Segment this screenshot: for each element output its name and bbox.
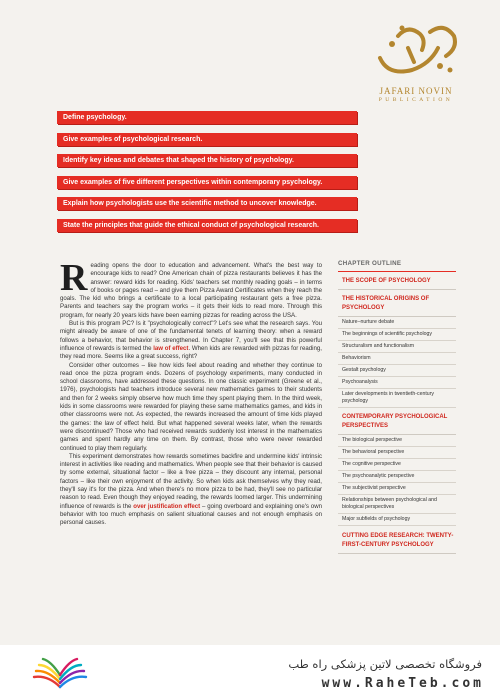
paragraph: But is this program PC? Is it "psychologically correct"? Let's see what the research says. You might already be aware of one of the fundamental tenets of learning theory: when a reward follows a behavior, that behavior is strengthened. In Chapter 7, you'll see that this powerful influence of rewards is termed the law of effect. When kids are rewarded with pizzas for reading, they read more. Seems like a great success, right? xyxy=(60,320,323,361)
outline-item: The beginnings of scientific psychology xyxy=(338,329,456,341)
outline-item: Structuralism and functionalism xyxy=(338,341,456,353)
objective-item: Give examples of psychological research. xyxy=(57,133,357,146)
outline-item: The biological perspective xyxy=(338,435,456,447)
store-name: فروشگاه تخصصی لاتین پزشکی راه طب xyxy=(288,657,482,671)
logo-publication: PUBLICATION xyxy=(378,97,454,103)
store-footer xyxy=(0,645,500,700)
outline-item: Later developments in twentieth-century psychology xyxy=(338,389,456,408)
outline-item: Gestalt psychology xyxy=(338,365,456,377)
objective-item: Identify key ideas and debates that shaped the history of psychology. xyxy=(57,154,357,167)
objective-item: Give examples of five different perspectives within contemporary psychology. xyxy=(57,176,357,189)
paragraph: Reading opens the door to education and advancement. What's the best way to encourage kids to read? One American chain of pizza restaurants believes it has the answer: reward kids for reading. Kids' teachers set monthly reading goals – in terms of books or pages read – and give them Pizza Award Certificates when they reach the goals. The kid who brings a certificate to a local participating restaurant gets a free pizza. Parents and teachers say the program works – it gets their kids to read more. Through this program, for nearly 20 years kids have been earning pizzas for reading across the USA. xyxy=(60,257,322,319)
logo-name: JAFARI NOVIN xyxy=(379,86,453,96)
key-term: law of effect xyxy=(153,344,189,352)
outline-section: CONTEMPORARY PSYCHOLOGICAL PERSPECTIVES xyxy=(338,408,456,435)
outline-section: THE HISTORICAL ORIGINS OF PSYCHOLOGY xyxy=(338,290,456,317)
outline-item: Psychoanalysis xyxy=(338,377,456,389)
objective-item: Define psychology. xyxy=(57,111,357,124)
outline-item: Major subfields of psychology xyxy=(338,514,456,526)
outline-item: The cognitive perspective xyxy=(338,459,456,471)
calligraphy-logo-icon xyxy=(368,18,464,84)
outline-section: THE SCOPE OF PSYCHOLOGY xyxy=(338,272,456,290)
chapter-outline xyxy=(338,260,456,554)
paragraph: Consider other outcomes – like how kids feel about reading and whether they continue to read once the pizza program ends. Dozens of psychology experiments, many conducted in school classrooms, have addressed these questions. In one classic experiment (Greene et al., 1976), psychologists had teachers introduce several new mathematics games to their students and then for 2 weeks simply observe how much time they spent playing them. In the third week, kids in some classrooms were rewarded for playing these same mathematics games, and kids in other classrooms were not. As expected, the rewards increased the amount of time kids played the games: the law of effect held. But what happened several weeks later, when the rewards were discontinued? Those who had received rewards suddenly lost interest in the mathematics games and spent hardly any time on them. By contrast, those who were never rewarded continued to play them regularly. xyxy=(60,361,322,452)
learning-objectives xyxy=(57,111,357,240)
paragraph: This experiment demonstrates how rewards sometimes backfire and undermine kids' intrinsic interest in activities like reading and mathematics. When people see that their behavior is caused by some external, situational factor – like a free pizza – they discount any internal, personal factors – like their own enjoyment of the activity. So when kids ask themselves why they read, they'll say it's for the pizza. And when there's no more pizza to be had, they'll see no particular reason to read. Even though they enjoyed reading, the rewards loomed larger. This undermining influence of rewards is the over justification effect – going overboard and explaining one's own behavior with too much emphasis on salient situational causes and not enough emphasis on personal causes. xyxy=(60,452,322,527)
outline-item: The behavioral perspective xyxy=(338,447,456,459)
rainbow-book-icon xyxy=(30,653,90,693)
outline-item: Nature–nurture debate xyxy=(338,317,456,329)
outline-heading: CHAPTER OUTLINE xyxy=(338,260,456,272)
outline-item: Relationships between psychological and biological perspectives xyxy=(338,495,456,514)
outline-section: CUTTING EDGE RESEARCH: TWENTY-FIRST-CENTURY PSYCHOLOGY xyxy=(338,526,456,554)
chapter-intro-text xyxy=(60,257,323,528)
store-website-link[interactable]: www.RaheTeb.com xyxy=(321,676,484,691)
outline-item: The subjectivist perspective xyxy=(338,483,456,495)
key-term: over justification effect xyxy=(133,502,201,510)
objective-item: State the principles that guide the ethical conduct of psychological research. xyxy=(57,219,357,232)
outline-item: The psychoanalytic perspective xyxy=(338,471,456,483)
publisher-logo xyxy=(352,18,480,118)
outline-item: Behaviorism xyxy=(338,353,456,365)
objective-item: Explain how psychologists use the scientific method to uncover knowledge. xyxy=(57,197,357,210)
drop-cap: R xyxy=(60,257,88,299)
